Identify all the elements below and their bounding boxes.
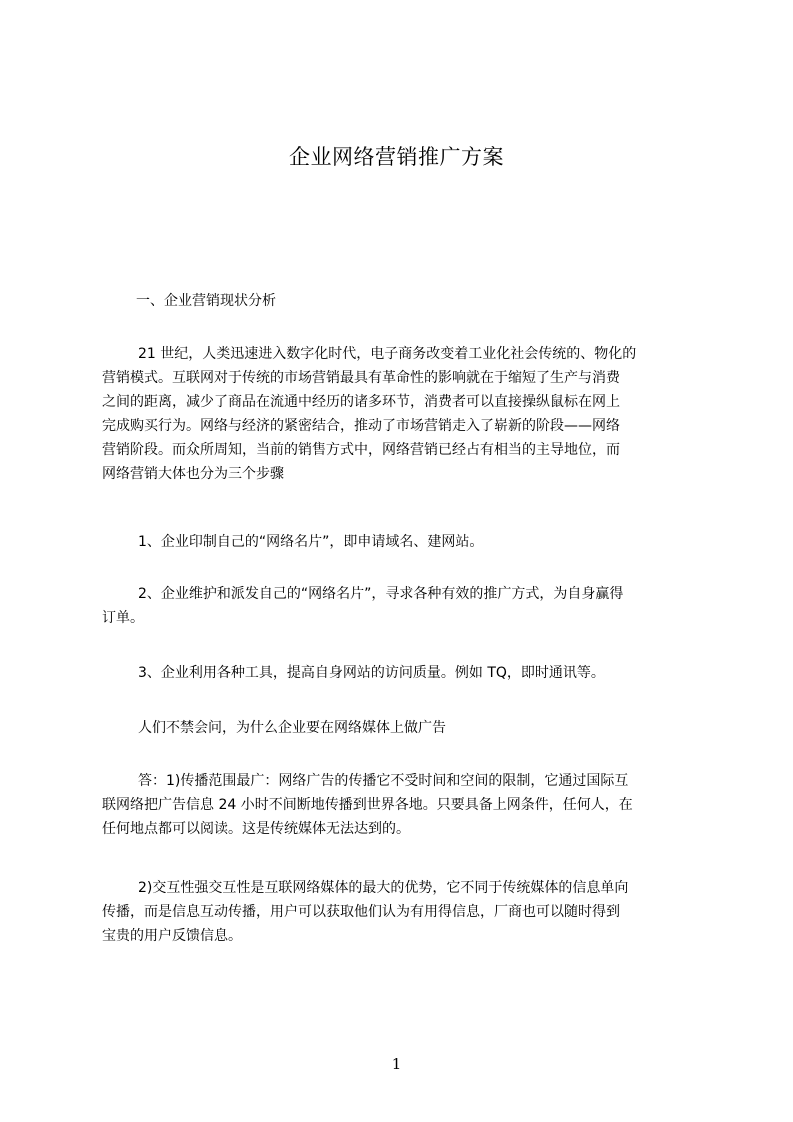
step-3 bbox=[102, 661, 700, 685]
paragraph-line: 1、企业印制自己的“网络名片”，即申请域名、建网站。 bbox=[138, 534, 484, 550]
paragraph-line: 营销阶段。而众所周知，当前的销售方式中，网络营销已经占有相当的主导地位，而 bbox=[102, 442, 620, 458]
paragraph-line: 21 世纪，人类迅速进入数字化时代，电子商务改变着工业化社会传统的、物化的 bbox=[138, 346, 637, 362]
answer-paragraph-2 bbox=[102, 876, 700, 948]
paragraph-line: 2、企业维护和派发自己的“网络名片”，寻求各种有效的推广方式，为自身赢得 bbox=[138, 586, 624, 602]
step-1 bbox=[102, 530, 700, 554]
paragraph-line: 答：1)传播范围最广：网络广告的传播它不受时间和空间的限制，它通过国际互 bbox=[138, 773, 629, 789]
question-paragraph bbox=[102, 716, 700, 740]
paragraph-line: 3、企业利用各种工具，提高自身网站的访问质量。例如 TQ，即时通讯等。 bbox=[138, 665, 605, 681]
section-heading bbox=[102, 289, 700, 313]
document-title: 企业网络营销推广方案 bbox=[289, 145, 504, 169]
paragraph-line: 人们不禁会问，为什么企业要在网络媒体上做广告 bbox=[138, 720, 446, 736]
paragraph-line: 完成购买行为。网络与经济的紧密结合，推动了市场营销走入了崭新的阶段——网络 bbox=[102, 418, 620, 434]
paragraph-line: 营销模式。互联网对于传统的市场营销最具有革命性的影响就在于缩短了生产与消费 bbox=[102, 370, 620, 386]
paragraph-line: 传播，而是信息互动传播，用户可以获取他们认为有用得信息，厂商也可以随时得到 bbox=[102, 904, 620, 920]
paragraph-line: 任何地点都可以阅读。这是传统媒体无法达到的。 bbox=[102, 821, 410, 837]
paragraph-line: 联网络把广告信息 24 小时不间断地传播到世界各地。只要具备上网条件，任何人，在 bbox=[102, 797, 633, 813]
answer-paragraph-1 bbox=[102, 769, 700, 841]
paragraph-line: 订单。 bbox=[102, 610, 144, 626]
page-number: 1 bbox=[391, 1055, 402, 1073]
paragraph-line: 2)交互性强交互性是互联网络媒体的最大的优势，它不同于传统媒体的信息单向 bbox=[138, 880, 629, 896]
section-heading-text: 一、企业营销现状分析 bbox=[136, 293, 276, 309]
paragraph-line: 宝贵的用户反馈信息。 bbox=[102, 928, 242, 944]
paragraph-intro bbox=[102, 342, 700, 486]
step-2 bbox=[102, 582, 700, 630]
paragraph-line: 之间的距离，减少了商品在流通中经历的诸多环节，消费者可以直接操纵鼠标在网上 bbox=[102, 394, 620, 410]
paragraph-line: 网络营销大体也分为三个步骤 bbox=[102, 466, 284, 482]
